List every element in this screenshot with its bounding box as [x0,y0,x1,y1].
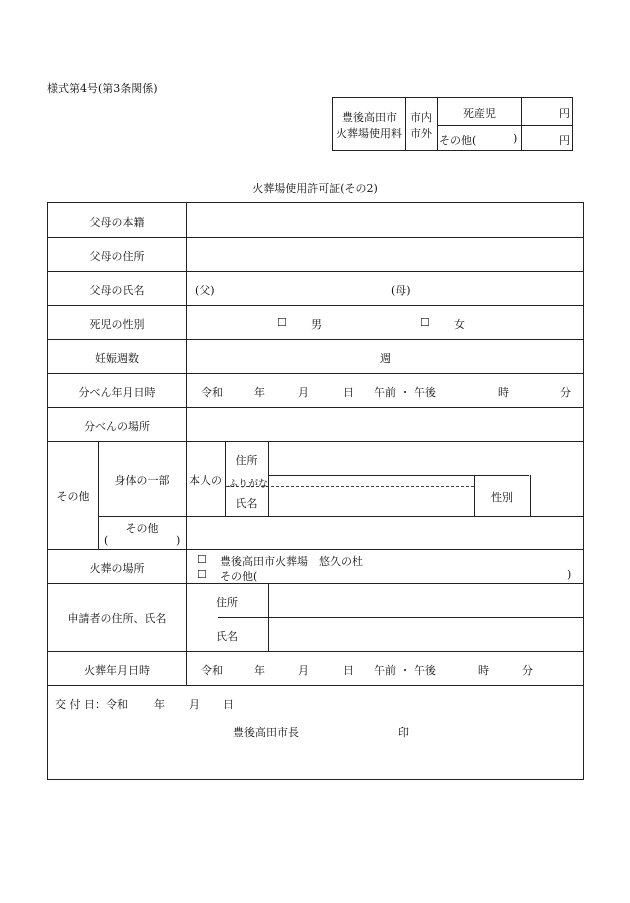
fee-area-inner: 市内 [410,111,432,124]
row-divider [268,475,529,476]
applicant-name-label: 氏名 [216,630,238,643]
child-sex-label: 死児の性別 [89,318,145,331]
row-divider [218,617,583,618]
parents-address-label: 父母の住所 [89,250,145,263]
person-field-divider [268,441,269,516]
male-label: 男 [311,318,322,331]
fee-unit-2: 円 [559,134,570,147]
row-divider [98,516,583,517]
weeks-unit: 週 [380,352,391,365]
mayor-title: 豊後高田市長 [233,726,299,739]
row-divider [48,339,583,340]
fee-title-line1: 豊後高田市 [342,111,397,124]
birth-place-label: 分べんの場所 [84,420,150,433]
fee-table [332,97,573,151]
person-sex-label: 性別 [491,491,513,504]
row-divider [48,441,583,442]
female-label: 女 [454,318,465,331]
other-sub-paren-open: ( [104,534,109,547]
cremation-place-option2-close: ) [567,568,572,581]
row-divider [48,271,583,272]
fee-title-line2: 火葬場使用料 [336,127,402,140]
fee-unit-1: 円 [559,107,570,120]
furigana-label: ふりがな [228,479,268,490]
cremation-day: 日 [343,664,354,677]
person-label: 本人の [189,474,222,487]
row-divider [48,583,583,584]
cremation-hour: 時 [478,664,489,677]
issue-month: 月 [189,698,200,711]
person-name-label: 氏名 [235,497,258,510]
cremation-place-option2: その他( [220,570,258,583]
row-divider [48,237,583,238]
father-field: (父) [195,284,215,297]
sex-value-divider [530,475,531,516]
permit-form [47,202,584,780]
cremation-datetime-label: 火葬年月日時 [84,664,150,677]
cremation-place-option1: 豊後高田市火葬場 悠久の杜 [220,555,363,568]
cremation-place-option1-checkbox[interactable]: ☐ [197,553,207,566]
applicant-address-label: 住所 [216,596,238,609]
seal-mark: 印 [398,726,409,739]
cremation-ampm: 午前 ・ 午後 [374,664,436,677]
issue-date-label: 交 付 日：令和 [55,698,128,711]
row-divider [48,685,583,686]
cremation-place-label: 火葬の場所 [89,562,145,575]
fee-item-other-close: ) [513,132,518,145]
other-sub-label: その他 [125,522,159,535]
birth-hour: 時 [498,386,509,399]
other-label: その他 [56,490,90,503]
birth-minute: 分 [560,386,571,399]
row-divider [48,407,583,408]
cremation-era: 令和 [201,664,223,677]
fee-item-stillborn: 死産児 [463,107,496,120]
document-title: 火葬場使用許可証(その2) [252,182,378,195]
birth-era: 令和 [201,386,223,399]
birth-day: 日 [343,386,354,399]
cremation-place-option2-checkbox[interactable]: ☐ [197,568,207,581]
cremation-year: 年 [254,664,265,677]
parents-domicile-label: 父母の本籍 [89,216,145,229]
row-divider [48,549,583,550]
other-sub-paren-close: ) [176,534,181,547]
applicant-label: 申請者の住所、氏名 [67,612,167,625]
fee-item-other: その他( [439,134,477,147]
male-checkbox[interactable]: ☐ [277,316,287,329]
row-divider [48,305,583,306]
parents-name-label: 父母の氏名 [89,284,145,297]
person-address-label: 住所 [235,454,258,467]
row-divider [48,651,583,652]
mother-field: (母) [391,284,411,297]
applicant-field-divider [268,583,269,651]
birth-ampm: 午前 ・ 午後 [374,386,436,399]
label-column-divider [186,203,187,685]
birth-month: 月 [298,386,309,399]
fee-area-outer: 市外 [410,127,432,140]
cremation-minute: 分 [522,664,533,677]
cremation-month: 月 [298,664,309,677]
row-divider [48,373,583,374]
form-number: 様式第4号(第3条関係) [47,82,158,95]
body-part-label: 身体の一部 [114,474,170,487]
birth-datetime-label: 分べん年月日時 [78,386,156,399]
issue-year: 年 [154,698,165,711]
female-checkbox[interactable]: ☐ [420,316,430,329]
fee-divider [437,125,572,126]
gestation-label: 妊娠週数 [95,352,139,365]
birth-year: 年 [254,386,265,399]
issue-day: 日 [223,698,234,711]
